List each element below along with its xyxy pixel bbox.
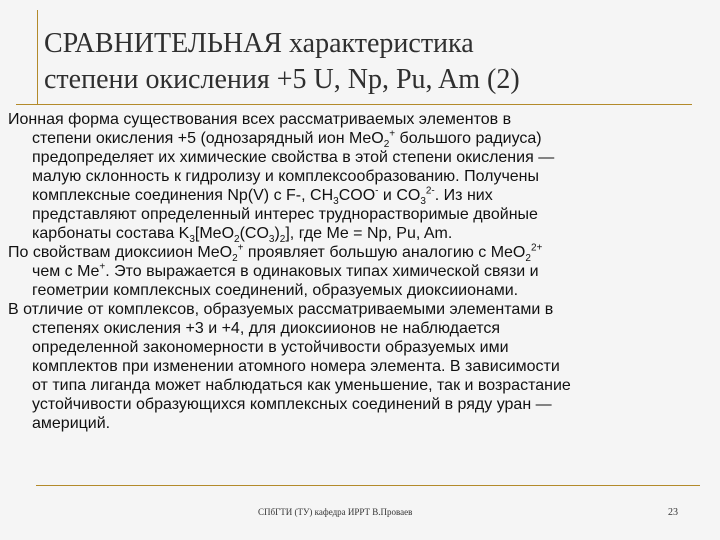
p2-line-1-sub-2: 2 — [525, 253, 531, 265]
p2-line-1-sup-2: 2+ — [530, 242, 543, 254]
p1-line-7-sub-1: 3 — [189, 234, 195, 246]
p1-line-5-sup-1: - — [375, 185, 379, 197]
p1-line-2-sup: + — [389, 128, 396, 140]
p1-line-2 — [8, 128, 713, 151]
p1-line-1: Ионная форма существования всех рассматриваемых элементов в — [8, 111, 512, 128]
p1-line-2-text: степени окисления +5 (однозарядный ион MeO — [32, 130, 384, 147]
p2-line-2-text-a: чем с Me — [32, 263, 100, 280]
p3-line-6: устойчивости образующихся комплексных соединений в ряду уран — — [32, 396, 552, 413]
p1-line-7-text-a: карбонаты состава K — [32, 225, 190, 242]
title-line-1: СРАВНИТЕЛЬНАЯ характеристика — [44, 28, 474, 59]
p1-line-5 — [8, 185, 713, 208]
paragraph-3 — [8, 300, 713, 433]
p1-line-7-text-e: ], где Me = Np, Pu, Am. — [285, 225, 453, 242]
slide-body — [8, 110, 713, 433]
p1-line-5-sub-2: 3 — [420, 196, 426, 208]
p1-line-5-text-c: и CO — [378, 187, 421, 204]
p1-line-6: представляют определенный интерес труднорастворимые двойные — [32, 206, 538, 223]
p2-line-1-sup-1: + — [237, 242, 244, 254]
paragraph-2 — [8, 243, 713, 300]
title-vertical-rule — [37, 10, 38, 105]
slide-title — [44, 26, 694, 98]
p3-line-7: америций. — [32, 415, 111, 432]
p1-line-5-sub-1: 3 — [333, 196, 339, 208]
p3-line-2: степенях окисления +3 и +4, для диоксиионов не наблюдается — [32, 320, 501, 337]
p1-line-7-sub-4: 2 — [279, 234, 286, 246]
p1-line-7-sub-2: 2 — [234, 234, 240, 246]
p2-line-2-text-b: . Это выражается в одинаковых типах химической связи и — [105, 263, 539, 280]
p1-line-5-sup-2: 2- — [425, 185, 435, 197]
p2-line-2-sup: + — [99, 261, 106, 273]
p1-line-7-text-c: (CO — [239, 225, 269, 242]
p1-line-7-text-d: ) — [274, 225, 280, 242]
p1-line-5-text-a: комплексные соединения Np(V) с F-, CH — [32, 187, 334, 204]
title-line-2: степени окисления +5 U, Np, Pu, Am (2) — [44, 64, 520, 95]
title-horizontal-rule — [16, 104, 692, 105]
p2-line-3: геометрии комплексных соединений, образуемых диоксиионами. — [32, 282, 519, 299]
p1-line-5-text-d: . Из них — [434, 187, 493, 204]
p1-line-5-text-b: COO — [338, 187, 376, 204]
footer-horizontal-rule — [36, 485, 700, 486]
p2-line-1-text-b: проявляет большую аналогию с MeO — [243, 244, 526, 261]
p1-line-3: предопределяет их химические свойства в этой степени окисления — — [32, 149, 555, 166]
p3-line-4: комплектов при изменении атомного номера элемента. В зависимости — [32, 358, 560, 375]
p1-line-4: малую склонность к гидролизу и комплексообразованию. Получены — [32, 168, 540, 185]
p2-line-1 — [8, 242, 713, 265]
p2-line-2 — [8, 262, 713, 281]
p3-line-1: В отличие от комплексов, образуемых рассматриваемыми элементами в — [8, 301, 554, 318]
paragraph-1 — [8, 110, 713, 246]
p1-line-2-sub: 2 — [383, 139, 390, 151]
footer-text: СПбГТИ (ТУ) кафедра ИРРТ В.Проваев — [258, 507, 413, 517]
p3-line-3: определенной закономерности в устойчивости образуемых ими — [32, 339, 509, 356]
page-number: 23 — [668, 507, 678, 518]
p1-line-7-sub-3: 3 — [268, 234, 275, 246]
p1-line-2-text-b: большого радиуса) — [395, 130, 542, 147]
p3-line-5: от типа лиганда может наблюдаться как уменьшение, так и возрастание — [32, 377, 571, 394]
p2-line-1-sub-1: 2 — [232, 253, 238, 265]
p1-line-7-text-b: [MeO — [194, 225, 235, 242]
p1-line-7 — [8, 224, 713, 246]
p2-line-1-text-a: По свойствам диоксиион MeO — [8, 244, 233, 261]
